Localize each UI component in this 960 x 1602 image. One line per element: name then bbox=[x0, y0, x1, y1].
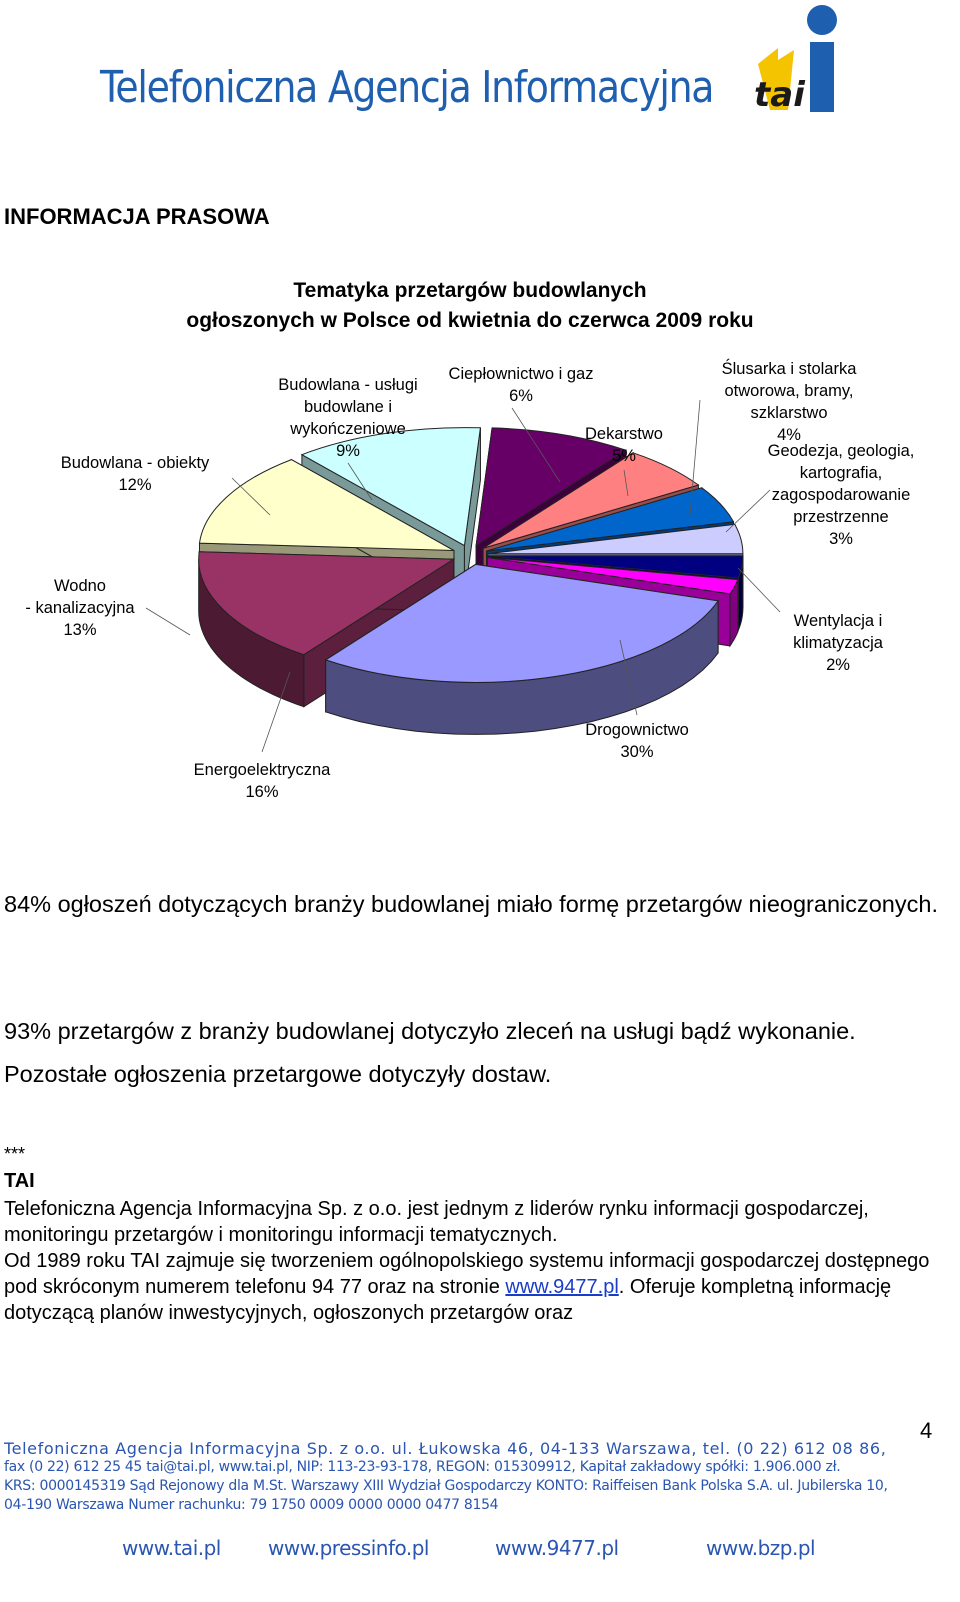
link-9477[interactable]: www.9477.pl bbox=[505, 1276, 619, 1298]
data-label-energo: 16% bbox=[245, 783, 279, 801]
data-label-went: Wentylacja i bbox=[793, 612, 883, 630]
data-label-went: 2% bbox=[826, 656, 850, 674]
link-pressinfo[interactable]: www.pressinfo.pl bbox=[268, 1536, 429, 1560]
about-line-2 bbox=[4, 1248, 939, 1326]
data-label-slus: otworowa, bramy, bbox=[724, 382, 854, 400]
about-line-1: Telefoniczna Agencja Informacyjna Sp. z o.o. jest jednym z liderów rynku informacji gospodarczej, monitoringu przetargów i monitoringu informacji tematycznych. bbox=[4, 1198, 869, 1246]
link-bzp[interactable]: www.bzp.pl bbox=[706, 1536, 816, 1560]
data-label-geo: Geodezja, geologia, bbox=[767, 442, 915, 460]
logo-bar bbox=[810, 42, 834, 112]
chart-title-line-1: Tematyka przetargów budowlanych bbox=[293, 279, 647, 302]
pie-chart bbox=[0, 350, 960, 810]
data-label-bud_ob: 12% bbox=[118, 476, 152, 494]
press-release-label: INFORMACJA PRASOWA bbox=[4, 204, 270, 229]
data-label-geo: 3% bbox=[829, 530, 853, 548]
chart-title-line-2: ogłoszonych w Polsce od kwietnia do czerwca 2009 roku bbox=[186, 309, 754, 332]
leader-line-wodno bbox=[146, 608, 190, 635]
data-label-wodno: 13% bbox=[63, 621, 97, 639]
tai-heading: TAI bbox=[4, 1170, 35, 1192]
data-label-dekar: Dekarstwo bbox=[585, 425, 663, 443]
footer-line-4: 04-190 Warszawa Numer rachunku: 79 1750 0009 0000 0000 0477 8154 bbox=[4, 1497, 499, 1513]
about-tai bbox=[4, 1196, 939, 1326]
org-name-header: Telefoniczna Agencja Informacyjna bbox=[100, 62, 714, 113]
data-label-geo: kartografia, bbox=[799, 464, 883, 482]
data-label-cieplo: 6% bbox=[509, 387, 533, 405]
leader-line-went bbox=[738, 568, 780, 612]
chart-title bbox=[0, 276, 940, 336]
data-label-slus: Ślusarka i stolarka bbox=[721, 360, 857, 378]
data-label-cieplo: Ciepłownictwo i gaz bbox=[448, 365, 594, 383]
data-label-went: klimatyzacja bbox=[793, 634, 883, 652]
data-label-energo: Energoelektryczna bbox=[193, 761, 331, 779]
paragraph-services: 93% przetargów z branży budowlanej dotyczyło zleceń na usługi bądź wykonanie. Pozostałe ogłoszenia przetargowe dotyczyły dostaw. bbox=[4, 1018, 856, 1087]
page-number: 4 bbox=[920, 1418, 933, 1443]
footer-line-2: fax (0 22) 612 25 45 tai@tai.pl, www.tai.pl, NIP: 113-23-93-178, REGON: 015309912, Kapitał zakładowy spółki: 1.906.000 zł. bbox=[4, 1459, 841, 1475]
logo-dot bbox=[807, 5, 837, 35]
data-label-drog: 30% bbox=[620, 743, 654, 761]
separator-stars: *** bbox=[4, 1144, 26, 1164]
footer-line-3: KRS: 0000145319 Sąd Rejonowy dla M.St. Warszawy XIII Wydział Gospodarczy KONTO: Raiffeisen Bank Polska S.A. ul. Jubilerska 10, bbox=[4, 1478, 888, 1494]
data-label-geo: zagospodarowanie bbox=[771, 486, 911, 504]
link-tai[interactable]: www.tai.pl bbox=[122, 1536, 221, 1560]
data-label-geo: przestrzenne bbox=[793, 508, 889, 526]
link-9477-footer[interactable]: www.9477.pl bbox=[495, 1536, 619, 1560]
data-label-bud_ob: Budowlana - obiekty bbox=[60, 454, 210, 472]
footer-line-1: Telefoniczna Agencja Informacyjna Sp. z o.o. ul. Łukowska 46, 04-133 Warszawa, tel. (0 22) 612 08 86, bbox=[4, 1439, 887, 1458]
paragraph-open-tenders: 84% ogłoszeń dotyczących branży budowlanej miało formę przetargów nieograniczonych. bbox=[4, 891, 938, 917]
data-label-dekar: 5% bbox=[612, 447, 636, 465]
data-label-bud_usl: budowlane i bbox=[303, 398, 393, 416]
data-label-drog: Drogownictwo bbox=[585, 721, 689, 739]
leader-line-geo bbox=[726, 490, 770, 532]
data-label-slus: szklarstwo bbox=[750, 404, 828, 422]
data-label-wodno: - kanalizacyjna bbox=[25, 599, 135, 617]
data-label-bud_usl: wykończeniowe bbox=[290, 420, 406, 438]
logo-text: tai bbox=[754, 75, 805, 115]
about-text-b: . Oferuje kompletną informację dotyczącą planów inwestycyjnych, ogłoszonych przetargów oraz bbox=[4, 1276, 892, 1324]
about-text-a: Od 1989 roku TAI zajmuje się tworzeniem ogólnopolskiego systemu informacji gospodarczej dostępnego pod skróconym numerem telefonu 94 77 oraz na stronie bbox=[4, 1250, 930, 1298]
tai-logo-icon bbox=[748, 2, 848, 118]
data-label-bud_usl: Budowlana - usługi bbox=[278, 376, 418, 394]
data-label-slus: 4% bbox=[777, 426, 801, 444]
data-label-bud_usl: 9% bbox=[336, 442, 360, 460]
data-label-wodno: Wodno bbox=[54, 577, 106, 595]
footer-company-info bbox=[4, 1439, 944, 1515]
